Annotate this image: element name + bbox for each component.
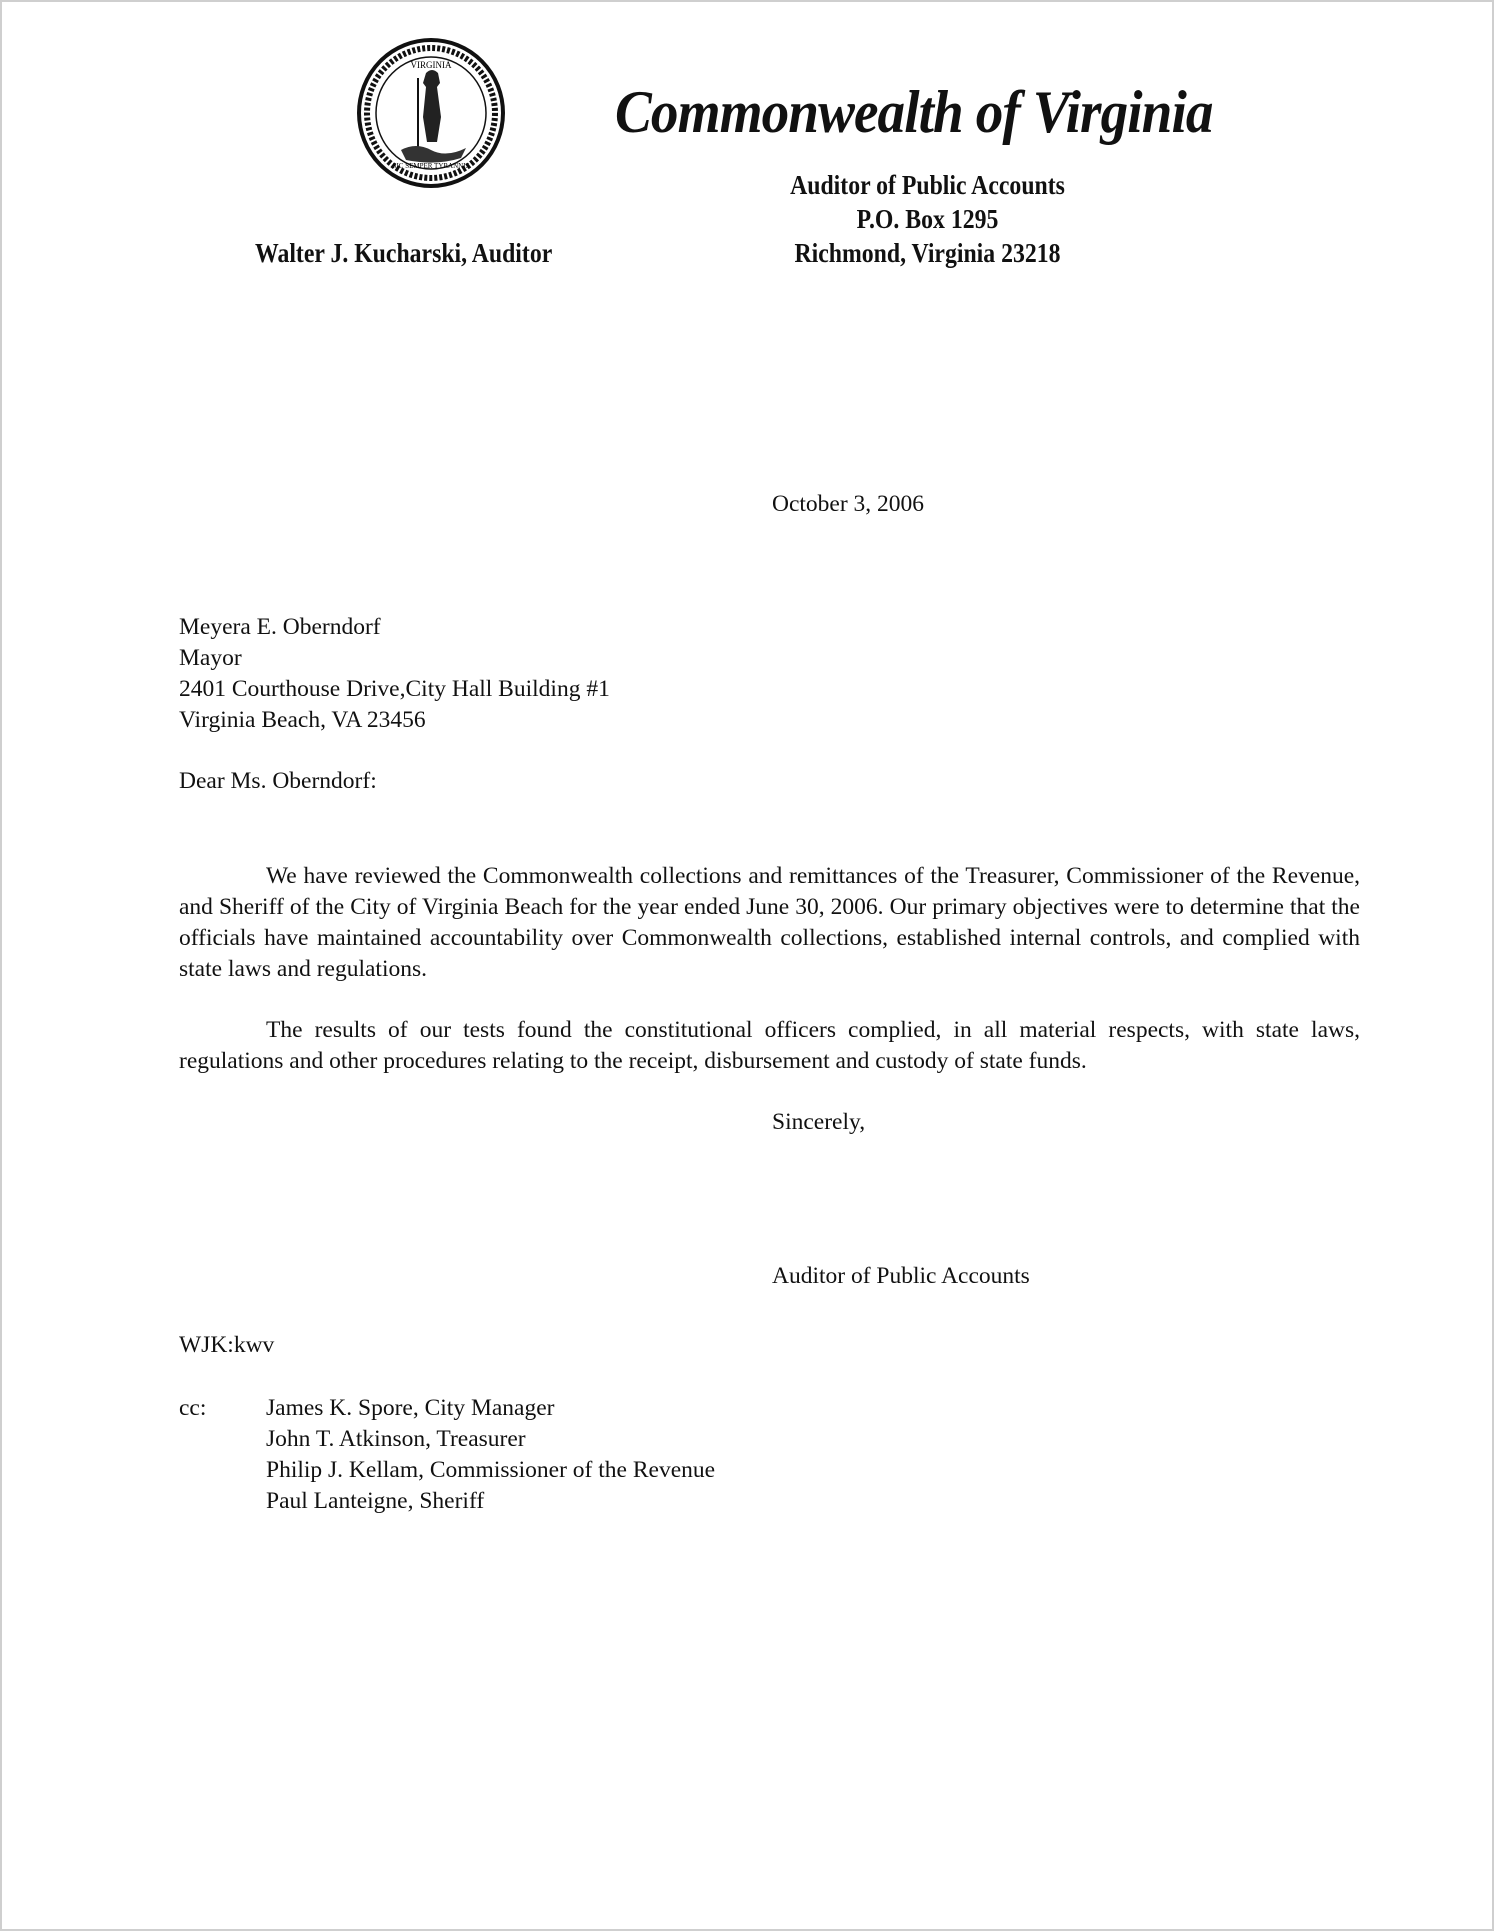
recipient-address (179, 612, 610, 736)
signature-title: Auditor of Public Accounts (772, 1263, 1030, 1289)
cc-label: cc: (179, 1395, 207, 1421)
cc-item: Paul Lanteigne, Sheriff (266, 1488, 485, 1514)
svg-text:VIRGINIA: VIRGINIA (410, 60, 452, 70)
cc-item: John T. Atkinson, Treasurer (266, 1426, 526, 1452)
auditor-name: Walter J. Kucharski, Auditor (255, 238, 553, 268)
closing: Sincerely, (772, 1109, 866, 1135)
office-name: Auditor of Public Accounts (790, 170, 1065, 200)
salutation: Dear Ms. Oberndorf: (179, 768, 377, 794)
recipient-line: Mayor (179, 645, 242, 671)
recipient-line: Meyera E. Oberndorf (179, 614, 381, 640)
svg-text:SIC SEMPER TYRANNIS: SIC SEMPER TYRANNIS (392, 162, 470, 170)
initials: WJK:kwv (179, 1332, 275, 1358)
cc-item: James K. Spore, City Manager (266, 1395, 555, 1421)
virginia-seal-logo (356, 38, 506, 188)
cc-item: Philip J. Kellam, Commissioner of the Revenue (266, 1457, 716, 1483)
body-paragraph: The results of our tests found the constitutional officers complied, in all material respects, with state laws, regulations and other procedures relating to the receipt, disbursement and custody of state funds. (179, 1017, 1360, 1074)
po-box: P.O. Box 1295 (856, 204, 999, 234)
recipient-line: Virginia Beach, VA 23456 (179, 707, 426, 733)
recipient-line: 2401 Courthouse Drive,City Hall Building #1 (179, 676, 610, 702)
letter-date: October 3, 2006 (772, 491, 925, 517)
letterhead-title: Commonwealth of Virginia (615, 79, 1213, 145)
cc-list (179, 1393, 715, 1517)
office-city: Richmond, Virginia 23218 (794, 238, 1061, 268)
body-paragraph: We have reviewed the Commonwealth collections and remittances of the Treasurer, Commissioner of the Revenue, and Sheriff of the City of Virginia Beach for the year ended June 30, 2006. Our primary objectives were to determine that the officials have maintained accountability over Commonwealth collections, established internal controls, and complied with state laws and regulations. (179, 863, 1360, 982)
